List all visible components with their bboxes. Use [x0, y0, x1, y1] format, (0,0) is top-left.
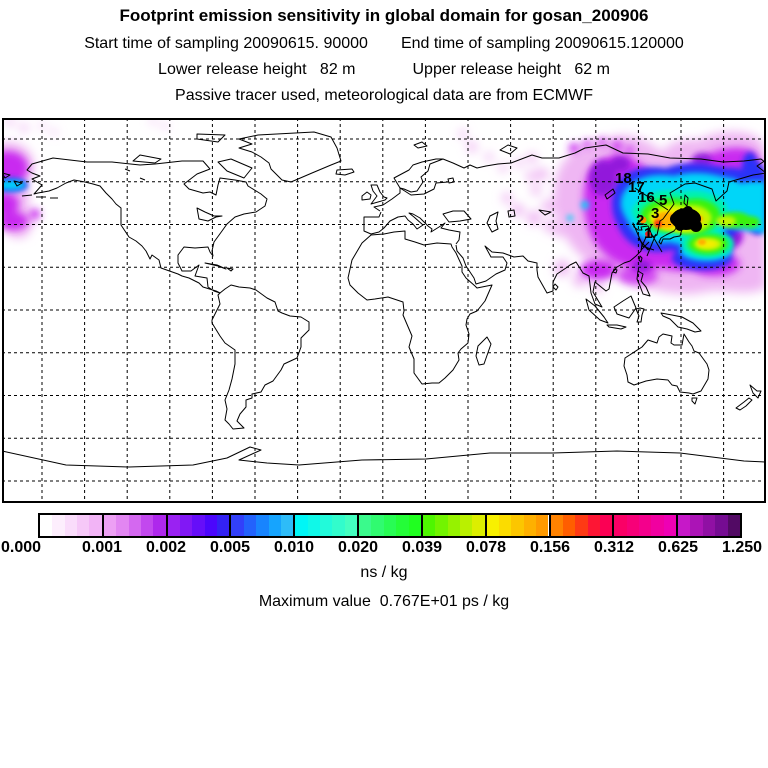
world-map — [2, 118, 766, 503]
lower-release-text: Lower release height 82 m — [158, 61, 356, 78]
page-title: Footprint emission sensitivity in global domain for gosan_200906 — [119, 6, 649, 25]
colorbar-cell — [104, 515, 116, 536]
colorbar-segment — [357, 515, 421, 536]
colorbar-cell — [678, 515, 690, 536]
colorbar-cell — [308, 515, 320, 536]
colorbar-cell — [205, 515, 217, 536]
colorbar-cell — [728, 515, 740, 536]
colorbar-cell — [511, 515, 523, 536]
colorbar-tick: 0.000 — [0, 539, 42, 556]
maximum-value-text: Maximum value 0.767E+01 ps / kg — [258, 593, 510, 610]
colorbar-tick: 0.010 — [273, 539, 315, 556]
trajectory-hour-label: 17 — [628, 179, 645, 196]
colorbar-cell — [345, 515, 357, 536]
colorbar-cell — [664, 515, 676, 536]
colorbar-cell — [423, 515, 435, 536]
colorbar-cell — [65, 515, 77, 536]
colorbar-cell — [180, 515, 192, 536]
colorbar-cell — [217, 515, 229, 536]
upper-release-text: Upper release height 62 m — [412, 61, 610, 78]
colorbar-cell — [524, 515, 536, 536]
colorbar-cell — [651, 515, 663, 536]
colorbar-unit: ns / kg — [360, 564, 408, 581]
colorbar-cell — [231, 515, 243, 536]
colorbar-cell — [409, 515, 421, 536]
colorbar-cell — [295, 515, 307, 536]
colorbar-cell — [614, 515, 626, 536]
colorbar-cell — [153, 515, 165, 536]
colorbar-cell — [588, 515, 600, 536]
colorbar-cell — [332, 515, 344, 536]
colorbar-segment — [485, 515, 549, 536]
colorbar-cell — [244, 515, 256, 536]
colorbar-cell — [715, 515, 727, 536]
trajectory-hour-label: 2 — [636, 212, 645, 229]
colorbar-cell — [703, 515, 715, 536]
colorbar-cell — [384, 515, 396, 536]
colorbar-tick: 0.625 — [657, 539, 699, 556]
colorbar-tick: 0.156 — [529, 539, 571, 556]
colorbar-cell — [551, 515, 563, 536]
colorbar-cell — [269, 515, 281, 536]
colorbar-tick-labels — [0, 539, 763, 559]
colorbar-cell — [472, 515, 484, 536]
colorbar-cell — [77, 515, 89, 536]
colorbar-cell — [52, 515, 64, 536]
colorbar-tick: 0.312 — [593, 539, 635, 556]
colorbar-segment — [421, 515, 485, 536]
colorbar-cell — [536, 515, 548, 536]
trajectory-hour-label: 18 — [615, 170, 632, 187]
tracer-note: Passive tracer used, meteorological data are from ECMWF — [175, 87, 593, 104]
colorbar — [38, 513, 742, 538]
colorbar-segment — [293, 515, 357, 536]
colorbar-cell — [116, 515, 128, 536]
colorbar-cell — [460, 515, 472, 536]
colorbar-tick: 0.039 — [401, 539, 443, 556]
end-time-text: End time of sampling 20090615.120000 — [400, 35, 684, 52]
colorbar-segment — [229, 515, 293, 536]
start-time-text: Start time of sampling 20090615. 90000 — [84, 35, 368, 52]
colorbar-segment — [40, 515, 102, 536]
colorbar-cell — [690, 515, 702, 536]
trajectory-hour-label: 5 — [659, 192, 668, 209]
colorbar-cell — [129, 515, 141, 536]
colorbar-cell — [435, 515, 447, 536]
colorbar-tick: 0.005 — [209, 539, 251, 556]
colorbar-segment — [676, 515, 740, 536]
colorbar-cell — [627, 515, 639, 536]
colorbar-tick: 1.250 — [721, 539, 763, 556]
trajectory-hour-label: 1 — [644, 225, 653, 242]
colorbar-cell — [575, 515, 587, 536]
colorbar-cell — [639, 515, 651, 536]
colorbar-cell — [499, 515, 511, 536]
colorbar-cell — [448, 515, 460, 536]
colorbar-cell — [89, 515, 101, 536]
colorbar-cell — [281, 515, 293, 536]
colorbar-segment — [549, 515, 613, 536]
colorbar-cell — [168, 515, 180, 536]
trajectory-hour-label: 3 — [651, 205, 660, 222]
colorbar-segment — [166, 515, 230, 536]
release-heights-line — [0, 61, 768, 79]
colorbar-cell — [396, 515, 408, 536]
colorbar-cell — [359, 515, 371, 536]
colorbar-cell — [371, 515, 383, 536]
trajectory-hour-label: 16 — [638, 189, 655, 206]
sampling-times-line — [0, 35, 768, 53]
colorbar-cell — [563, 515, 575, 536]
colorbar-cell — [40, 515, 52, 536]
colorbar-cell — [320, 515, 332, 536]
colorbar-segment — [102, 515, 166, 536]
colorbar-tick: 0.002 — [145, 539, 187, 556]
colorbar-cell — [600, 515, 612, 536]
colorbar-tick: 0.078 — [465, 539, 507, 556]
colorbar-cell — [192, 515, 204, 536]
colorbar-cell — [256, 515, 268, 536]
colorbar-cell — [487, 515, 499, 536]
colorbar-segment — [612, 515, 676, 536]
colorbar-cell — [141, 515, 153, 536]
colorbar-tick: 0.020 — [337, 539, 379, 556]
colorbar-tick: 0.001 — [81, 539, 123, 556]
